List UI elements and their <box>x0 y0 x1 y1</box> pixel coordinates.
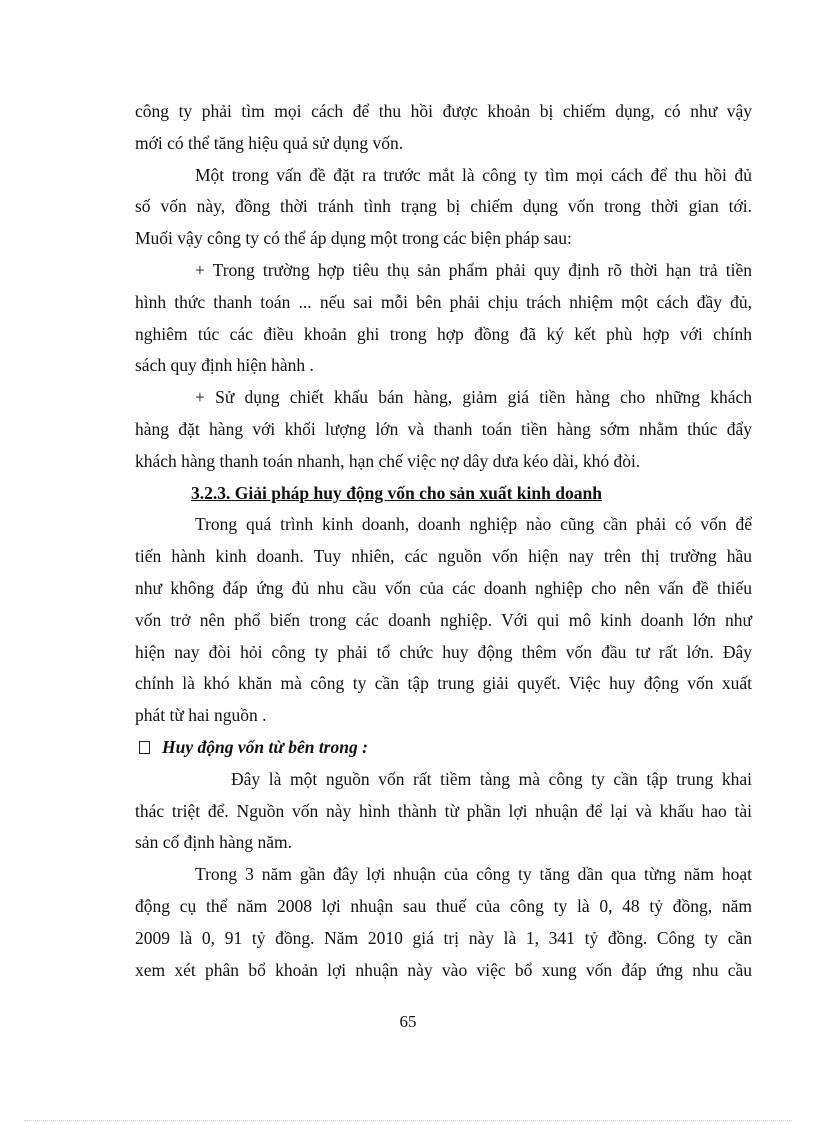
paragraph-4 <box>135 382 752 477</box>
page-body <box>135 96 752 986</box>
paragraph-6 <box>135 764 752 859</box>
text-line: Đây là một nguồn vốn rất tiềm tàng mà công ty cần tập trung khai <box>231 768 752 789</box>
paragraph-1 <box>135 96 752 160</box>
paragraph-5 <box>135 509 752 732</box>
text-line: 2009 là 0, 91 tỷ đồng. Năm 2010 giá trị này là 1, 341 tỷ đồng. Công ty cần <box>135 927 752 948</box>
page-number: 65 <box>399 1012 417 1031</box>
text-line: sản cố định hàng năm. <box>135 832 292 853</box>
text-line: + Trong trường hợp tiêu thụ sản phẩm phải quy định rõ thời hạn trả tiền <box>195 259 752 280</box>
page-bottom-divider <box>24 1120 792 1121</box>
text-line: phát từ hai nguồn . <box>135 705 267 726</box>
text-line: xem xét phân bổ khoản lợi nhuận này vào việc bổ xung vốn đáp ứng nhu cầu <box>135 959 752 980</box>
text-line: hình thức thanh toán ... nếu sai mỗi bên phải chịu trách nhiệm một cách đầy đủ, <box>135 291 752 312</box>
text-line: nghiêm túc các điều khoản ghi trong hợp đồng đã ký kết phù hợp với chính <box>135 323 752 344</box>
text-line: Muối vậy công ty có thể áp dụng một trong các biện pháp sau: <box>135 228 572 249</box>
text-line: động cụ thể năm 2008 lợi nhuận sau thuế của công ty là 0, 48 tỷ đồng, năm <box>135 895 752 916</box>
text-line: như không đáp ứng đủ nhu cầu vốn của các doanh nghiệp cho nên vấn đề thiếu <box>135 577 752 598</box>
text-line: thác triệt để. Nguồn vốn này hình thành từ phần lợi nhuận để lại và khấu hao tài <box>135 800 752 821</box>
paragraph-3 <box>135 255 752 382</box>
text-line: hàng đặt hàng với khối lượng lớn và thanh toán tiền hàng sớm nhằm thúc đẩy <box>135 418 752 439</box>
bullet-heading <box>135 732 752 764</box>
text-line: + Sử dụng chiết khấu bán hàng, giảm giá tiền hàng cho những khách <box>195 387 752 408</box>
text-line: mới có thể tăng hiệu quả sử dụng vốn. <box>135 132 404 153</box>
text-line: sách quy định hiện hành . <box>135 355 314 376</box>
text-line: chính là khó khăn mà công ty cần tập trung giải quyết. Việc huy động vốn xuất <box>135 673 752 694</box>
text-line: Trong 3 năm gần đây lợi nhuận của công ty tăng dần qua từng năm hoạt <box>195 864 752 885</box>
text-line: tiến hành kinh doanh. Tuy nhiên, các nguồn vốn hiện nay trên thị trường hầu <box>135 546 752 567</box>
text-line: số vốn này, đồng thời tránh tình trạng bị chiếm dụng vốn trong thời gian tới. <box>135 196 752 217</box>
text-line: công ty phải tìm mọi cách để thu hồi được khoản bị chiếm dụng, có như vậy <box>135 101 752 121</box>
paragraph-7 <box>135 859 752 986</box>
text-line: khách hàng thanh toán nhanh, hạn chế việc nợ dây dưa kéo dài, khó đòi. <box>135 450 641 471</box>
text-line: Một trong vấn đề đặt ra trước mắt là công ty tìm mọi cách để thu hồi đủ <box>195 164 752 185</box>
text-line: vốn trở nên phổ biến trong các doanh nghiệp. Với qui mô kinh doanh lớn như <box>135 609 752 630</box>
text-line: hiện nay đòi hỏi công ty phải tổ chức huy động thêm vốn đầu tư rất lớn. Đây <box>135 641 752 662</box>
text-line: Trong quá trình kinh doanh, doanh nghiệp nào cũng cần phải có vốn để <box>195 514 752 535</box>
square-bullet-icon <box>139 741 150 754</box>
bullet-heading-text: Huy động vốn từ bên trong : <box>162 736 368 757</box>
section-heading: 3.2.3. Giải pháp huy động vốn cho sản xuất kinh doanh <box>191 482 602 503</box>
paragraph-2 <box>135 160 752 255</box>
